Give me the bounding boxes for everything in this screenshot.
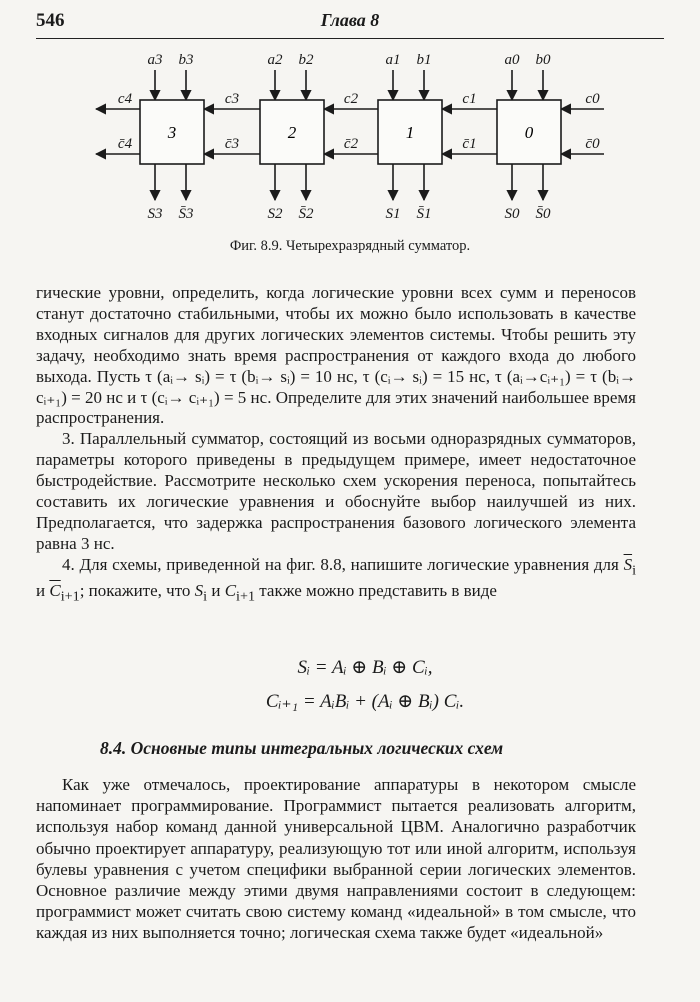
output-s-label: S3 xyxy=(147,206,163,222)
adder-block-label: 0 xyxy=(524,123,534,142)
p3-part-a: 4. Для схемы, приведенной на фиг. 8.8, напишите логические уравнения для xyxy=(62,554,619,574)
page-number: 546 xyxy=(36,10,65,31)
p3-c-bar: $\overline{C}$ xyxy=(49,581,61,601)
carry-4-label: c4 xyxy=(117,91,133,107)
input-b-label: b2 xyxy=(298,52,314,68)
text-block-1 xyxy=(36,283,636,607)
carry-2-bar-label: c̄2 xyxy=(343,136,359,152)
adder-figure xyxy=(0,42,700,232)
output-s-bar-label: S̄3 xyxy=(178,206,194,222)
carry-0-label: c0 xyxy=(585,91,600,107)
carry-3-label: c3 xyxy=(224,91,240,107)
input-b-label: b0 xyxy=(535,52,551,68)
p3-part-c: и xyxy=(211,581,221,601)
input-b-label: b1 xyxy=(416,52,432,68)
equation-carry: Cᵢ₊₁ = AᵢBᵢ + (Aᵢ ⊕ Bᵢ) Cᵢ. xyxy=(265,691,465,712)
adder-block-label: 3 xyxy=(167,123,177,142)
adder-block-label: 2 xyxy=(287,123,297,142)
figure-caption: Фиг. 8.9. Четырехразрядный сумматор. xyxy=(229,238,471,254)
output-s-label: S0 xyxy=(504,206,520,222)
page-header xyxy=(36,8,664,39)
carry-2-label: c2 xyxy=(343,91,359,107)
output-s-bar-label: S̄0 xyxy=(535,206,551,222)
paragraph-3: 4. Для схемы, приведенной на фиг. 8.8, напишите логические уравнения для $\overline{S}_i$ и $\overline{C}_{i+1}$; покажите, что $S_i$ и $C_{i+1}$ также можно представить в виде xyxy=(36,554,636,605)
p3-sub-i: i xyxy=(632,562,636,579)
output-s-label: S1 xyxy=(385,206,401,222)
section-title: 8.4. Основные типы интегральных логических схем xyxy=(100,738,504,758)
input-a-label: a2 xyxy=(267,52,283,68)
chapter-title: Глава 8 xyxy=(320,10,380,30)
paragraph-2: 3. Параллельный сумматор, состоящий из восьми одноразрядных сумматоров, параметры которого приведены в предыдущем примере, имеет недостаточное быстродействие. Рассмотрите несколько схем ускорения переноса, попытайтесь составить их логические уравнения и обоснуйте выбор наилучшей из них. Предполагается, что задержка распространения базового логического элемента равна 3 нс. xyxy=(36,429,636,553)
input-a-label: a3 xyxy=(147,52,163,68)
output-s-label: S2 xyxy=(267,206,283,222)
carry-4-bar-label: c̄4 xyxy=(117,136,133,152)
paragraph-1: гические уровни, определить, когда логические уровни всех сумм и переносов станут достаточно стабильными, чтобы их можно было использовать в качестве входных сигналов для других логических элементов системы. Чтобы решить эту задачу, необходимо знать время распространения от каждого входа до любого выхода. Пусть τ (aᵢ→ sᵢ) = τ (bᵢ→ sᵢ) = 10 нс, τ (cᵢ→ sᵢ) = 15 нс, τ (aᵢ→cᵢ₊₁) = τ (bᵢ→ cᵢ₊₁) = 20 нс и τ (cᵢ→ cᵢ₊₁) = 5 нс. Определите для этих значений наибольшее время распространения. xyxy=(36,283,636,428)
output-s-bar-label: S̄1 xyxy=(416,206,432,222)
input-a-label: a0 xyxy=(504,52,520,68)
carry-1-label: c1 xyxy=(462,91,477,107)
paragraph-4: Как уже отмечалось, проектирование аппаратуры в некотором смысле напоминает программирование. Программист пытается реализовать алгоритм, используя набор команд данной универсальной ЦВМ. Аналогично разработчик обычно проектирует аппаратуру, реализующую тот или иной алгоритм, используя булевы уравнения с учетом специфики выбранной серии логических элементов. Основное различие между этими двумя направлениями состоит в следующем: программист может считать свою систему команд «идеальной» в том смысле, что каждая из них выполняется точно; логическая схема также будет «идеальной» xyxy=(36,775,636,943)
p3-part-b: ; покажите, что xyxy=(79,581,191,601)
p3-and: и xyxy=(36,581,46,601)
p3-part-d: также можно представить в виде xyxy=(259,581,497,601)
carry-0-bar-label: c̄0 xyxy=(585,136,600,152)
input-a-label: a1 xyxy=(385,52,401,68)
equation-sum: Sᵢ = Aᵢ ⊕ Bᵢ ⊕ Cᵢ, xyxy=(297,657,433,678)
text-block-2 xyxy=(36,774,636,944)
input-b-label: b3 xyxy=(178,52,194,68)
p3-s-bar: $\overline{S}$ xyxy=(623,554,633,574)
carry-3-bar-label: c̄3 xyxy=(224,136,240,152)
output-s-bar-label: S̄2 xyxy=(298,206,314,222)
p3-sub-i1: i+1 xyxy=(60,588,80,605)
carry-1-bar-label: c̄1 xyxy=(462,136,477,152)
adder-block-label: 1 xyxy=(405,123,415,142)
